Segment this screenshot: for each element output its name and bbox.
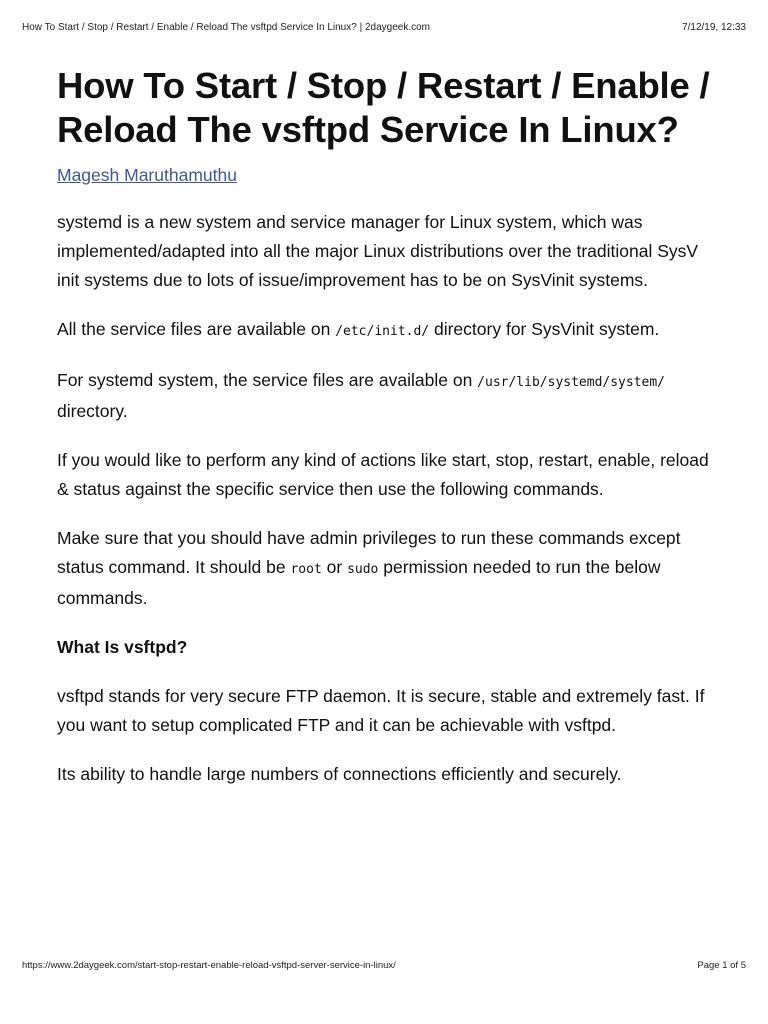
print-header-datetime: 7/12/19, 12:33 bbox=[682, 22, 746, 33]
paragraph-text: directory for SysVinit system. bbox=[429, 319, 660, 339]
paragraph-vsftpd-definition: vsftpd stands for very secure FTP daemon. It is secure, stable and extremely fast. If you want to setup complicated FTP and it can be achievable with vsftpd. bbox=[57, 686, 705, 735]
paragraph-vsftpd-ability: Its ability to handle large numbers of connections efficiently and securely. bbox=[57, 764, 622, 784]
paragraph-sysvinit-service-files bbox=[57, 315, 717, 346]
paragraph-systemd-intro: systemd is a new system and service manager for Linux system, which was implemented/adapted into all the major Linux distributions over the traditional SysV init systems due to lots of issue/improvement has to be on SysVinit systems. bbox=[57, 212, 699, 290]
article bbox=[57, 64, 717, 809]
paragraph-systemd-service-files bbox=[57, 366, 717, 426]
inline-code-systemd-path: /usr/lib/systemd/system/ bbox=[477, 375, 666, 390]
paragraph-text: or bbox=[321, 557, 348, 577]
article-title: How To Start / Stop / Restart / Enable / Reload The vsftpd Service In Linux? bbox=[57, 65, 710, 150]
paragraph-text: For systemd system, the service files are available on bbox=[57, 370, 478, 390]
print-footer-page-indicator: Page 1 of 5 bbox=[697, 960, 746, 971]
paragraph-text: All the service files are available on bbox=[57, 319, 336, 339]
print-footer-url: https://www.2daygeek.com/start-stop-restart-enable-reload-vsftpd-server-service-in-linux/ bbox=[22, 960, 396, 971]
author-link[interactable]: Magesh Maruthamuthu bbox=[57, 165, 237, 185]
print-header bbox=[22, 22, 746, 36]
paragraph-admin-privileges bbox=[57, 524, 717, 613]
paragraph-text: directory. bbox=[57, 401, 128, 421]
paragraph-text: permission needed to run the below commands. bbox=[57, 557, 661, 608]
print-footer bbox=[22, 960, 746, 974]
inline-code-init-d: /etc/init.d/ bbox=[335, 324, 430, 339]
inline-code-root: root bbox=[290, 562, 322, 577]
paragraph-actions: If you would like to perform any kind of actions like start, stop, restart, enable, reload & status against the specific service then use the following commands. bbox=[57, 450, 709, 499]
article-body bbox=[57, 208, 717, 789]
paragraph-text: Make sure that you should have admin privileges to run these commands except status command. It should be bbox=[57, 528, 681, 577]
inline-code-sudo: sudo bbox=[347, 562, 379, 577]
print-header-page-title: How To Start / Stop / Restart / Enable / Reload The vsftpd Service In Linux? | 2daygeek.com bbox=[22, 22, 430, 33]
section-heading-what-is-vsftpd: What Is vsftpd? bbox=[57, 637, 188, 657]
